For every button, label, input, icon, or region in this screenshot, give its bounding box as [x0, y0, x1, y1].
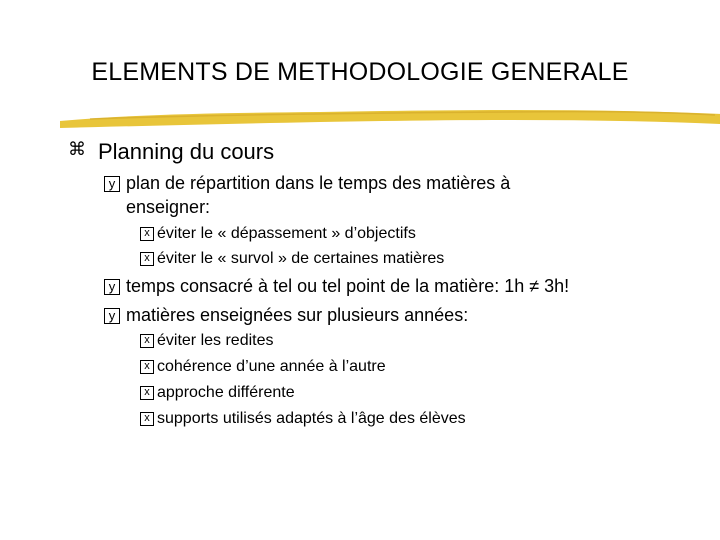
level3-bullet-icon: x	[140, 386, 154, 400]
item3-sub1: éviter les redites	[157, 332, 274, 349]
level2-bullet-icon: y	[104, 176, 120, 192]
level2-bullet-icon: y	[104, 279, 120, 295]
item1-line2: enseigner:	[126, 197, 211, 217]
item1-line1: plan de répartition dans le temps des matières à	[126, 173, 511, 193]
item1-sub2: éviter le « survol » de certaines matières	[157, 250, 445, 267]
level3-bullet-icon: x	[140, 412, 154, 426]
item3-sub3: approche différente	[157, 384, 295, 401]
title-underline-decoration	[60, 100, 720, 134]
item2: temps consacré à tel ou tel point de la matière: 1h ≠ 3h!	[126, 276, 570, 296]
level2-bullet-icon: y	[104, 308, 120, 324]
slide-title: ELEMENTS DE METHODOLOGIE GENERALE	[91, 58, 629, 86]
level3-bullet-icon: x	[140, 334, 154, 348]
item1-sub1: éviter le « dépassement » d’objectifs	[157, 225, 416, 242]
item3-sub2: cohérence d’une année à l’autre	[157, 358, 386, 375]
item3: matières enseignées sur plusieurs années:	[126, 305, 469, 325]
heading-planning: Planning du cours	[98, 139, 275, 164]
level3-bullet-icon: x	[140, 360, 154, 374]
level3-bullet-icon: x	[140, 227, 154, 241]
item3-sub4: supports utilisés adaptés à l’âge des élèves	[157, 410, 466, 427]
level1-bullet-icon: ⌘	[68, 139, 86, 160]
level3-bullet-icon: x	[140, 252, 154, 266]
